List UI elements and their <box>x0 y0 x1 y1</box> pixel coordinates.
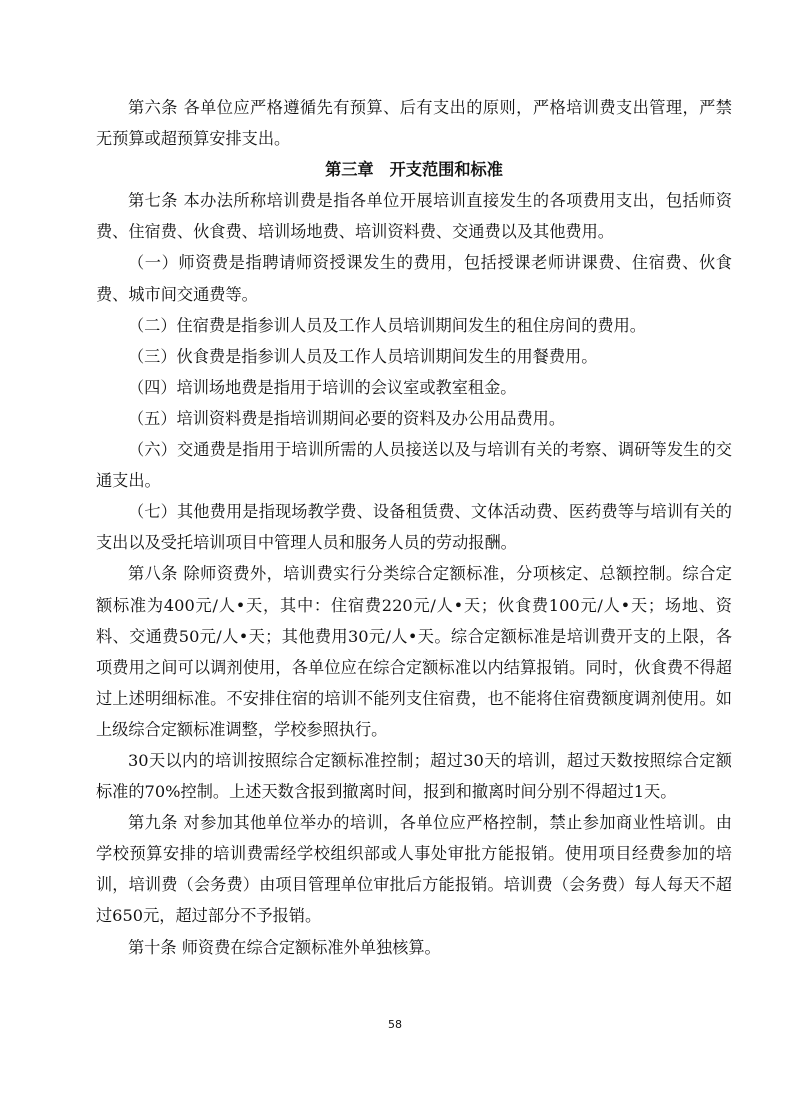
list-item: （六）交通费是指用于培训所需的人员接送以及与培训有关的考察、调研等发生的交通支出。 <box>96 440 732 491</box>
list-item: （五）培训资料费是指培训期间必要的资料及办公用品费用。 <box>128 408 566 428</box>
list-item: （二）住宿费是指参训人员及工作人员培训期间发生的租住房间的费用。 <box>128 315 646 335</box>
list-item: （三）伙食费是指参训人员及工作人员培训期间发生的用餐费用。 <box>128 346 598 366</box>
list-item: （七）其他费用是指现场教学费、设备租赁费、文体活动费、医药费等与培训有关的支出以及受托培训项目中管理人员和服务人员的劳动报酬。 <box>96 502 732 553</box>
paragraph-article-6: 第六条 各单位应严格遵循先有预算、后有支出的原则，严格培训费支出管理，严禁无预算或超预算安排支出。 <box>96 98 732 149</box>
paragraph-article-9: 第九条 对参加其他单位举办的培训，各单位应严格控制，禁止参加商业性培训。由学校预算安排的培训费需经学校组织部或人事处审批方能报销。使用项目经费参加的培训，培训费（会务费）由项目管理单位审批后方能报销。培训费（会务费）每人每天不超过650元，超过部分不予报销。 <box>96 813 732 926</box>
document-body <box>96 92 732 963</box>
list-item: （四）培训场地费是指用于培训的会议室或教室租金。 <box>128 377 517 397</box>
chapter-heading <box>96 154 732 185</box>
page-number: 58 <box>388 1018 402 1031</box>
chapter-title: 开支范围和标准 <box>389 160 503 180</box>
paragraph-30-days: 30天以内的培训按照综合定额标准控制；超过30天的培训，超过天数按照综合定额标准的70%控制。上述天数含报到撤离时间，报到和撤离时间分别不得超过1天。 <box>96 750 732 802</box>
paragraph-article-8: 第八条 除师资费外，培训费实行分类综合定额标准，分项核定、总额控制。综合定额标准为400元/人•天，其中：住宿费220元/人•天；伙食费100元/人•天；场地、资料、交通费50元/人•天；其他费用30元/人•天。综合定额标准是培训费开支的上限，各项费用之间可以调剂使用，各单位应在综合定额标准以内结算报销。同时，伙食费不得超过上述明细标准。不安排住宿的培训不能列支住宿费，也不能将住宿费额度调剂使用。如上级综合定额标准调整，学校参照执行。 <box>96 564 732 739</box>
chapter-number: 第三章 <box>325 160 374 180</box>
list-item: （一）师资费是指聘请师资授课发生的费用，包括授课老师讲课费、住宿费、伙食费、城市间交通费等。 <box>96 253 732 304</box>
paragraph-article-10: 第十条 师资费在综合定额标准外单独核算。 <box>128 937 441 957</box>
paragraph-article-7: 第七条 本办法所称培训费是指各单位开展培训直接发生的各项费用支出，包括师资费、住宿费、伙食费、培训场地费、培训资料费、交通费以及其他费用。 <box>96 191 732 242</box>
